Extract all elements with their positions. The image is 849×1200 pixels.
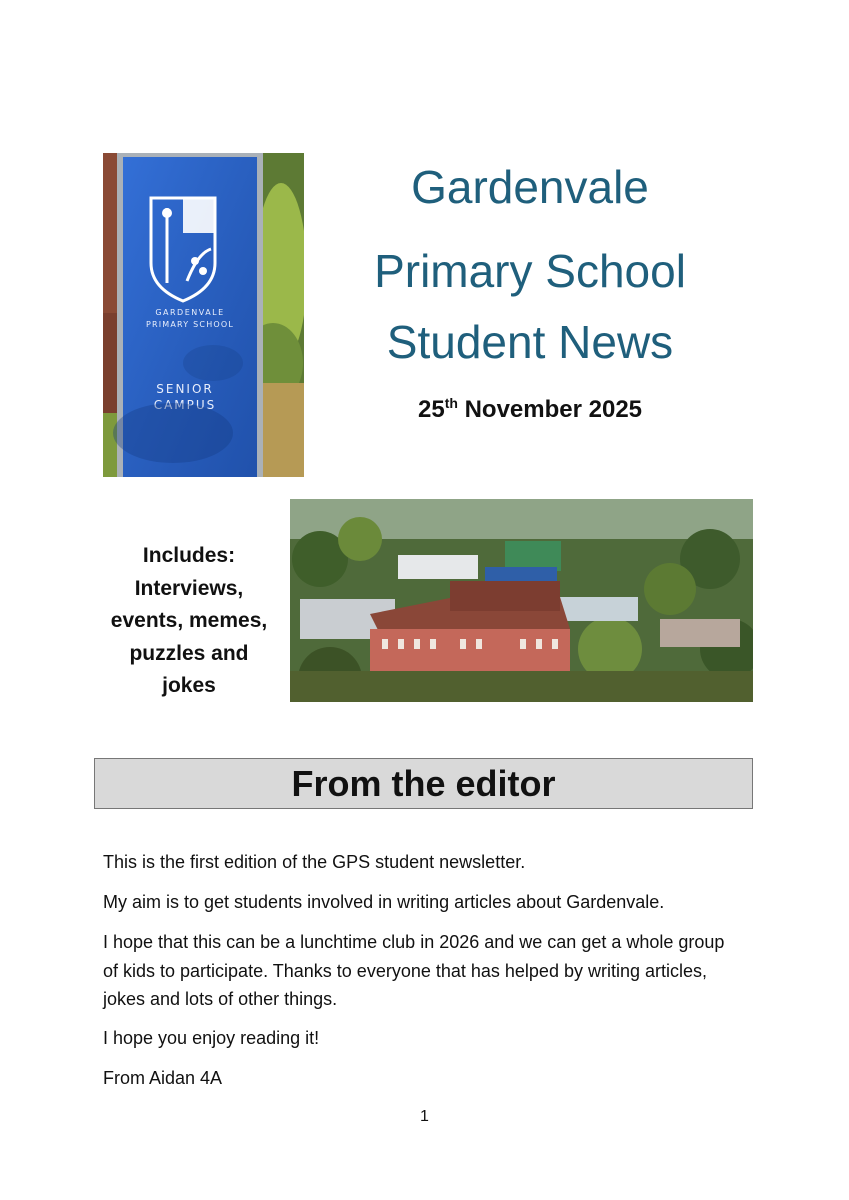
sign-campus-line1: SENIOR (156, 382, 214, 396)
editor-paragraph: I hope you enjoy reading it! (103, 1028, 320, 1048)
date-day: 25 (417, 396, 445, 423)
school-sign-photo (103, 153, 304, 477)
includes-line: jokes (162, 674, 216, 697)
includes-line: events, memes, (110, 609, 268, 632)
editor-signoff: From Aidan 4A (103, 1068, 223, 1088)
date-rest: November 2025 (457, 396, 643, 423)
issue-date (330, 396, 730, 424)
includes-list (103, 540, 275, 703)
title-line-1: Gardenvale (411, 161, 649, 213)
includes-line: Includes: (142, 544, 236, 567)
page-number: 1 (420, 1108, 429, 1125)
includes-line: puzzles and (129, 641, 249, 665)
editor-heading: From the editor (94, 758, 753, 809)
title-line-3: Student News (386, 316, 674, 368)
sign-text-line2: PRIMARY SCHOOL (145, 320, 235, 329)
editor-paragraph: This is the first edition of the GPS student newsletter. (103, 852, 526, 872)
aerial-school-photo (290, 499, 753, 702)
includes-line: Interviews, (134, 576, 244, 600)
editor-paragraph: My aim is to get students involved in writing articles about Gardenvale. (103, 892, 665, 912)
sign-text-line1: GARDENVALE (155, 308, 225, 317)
editor-paragraph: I hope that this can be a lunchtime club in 2026 and we can get a whole group of kids to participate. Thanks to everyone that has helped by writing articles, jokes and lots of other things. (103, 932, 725, 1009)
date-suffix: th (444, 395, 458, 411)
title-line-2: Primary School (374, 245, 686, 297)
sign-campus-line2: CAMPUS (153, 398, 217, 412)
